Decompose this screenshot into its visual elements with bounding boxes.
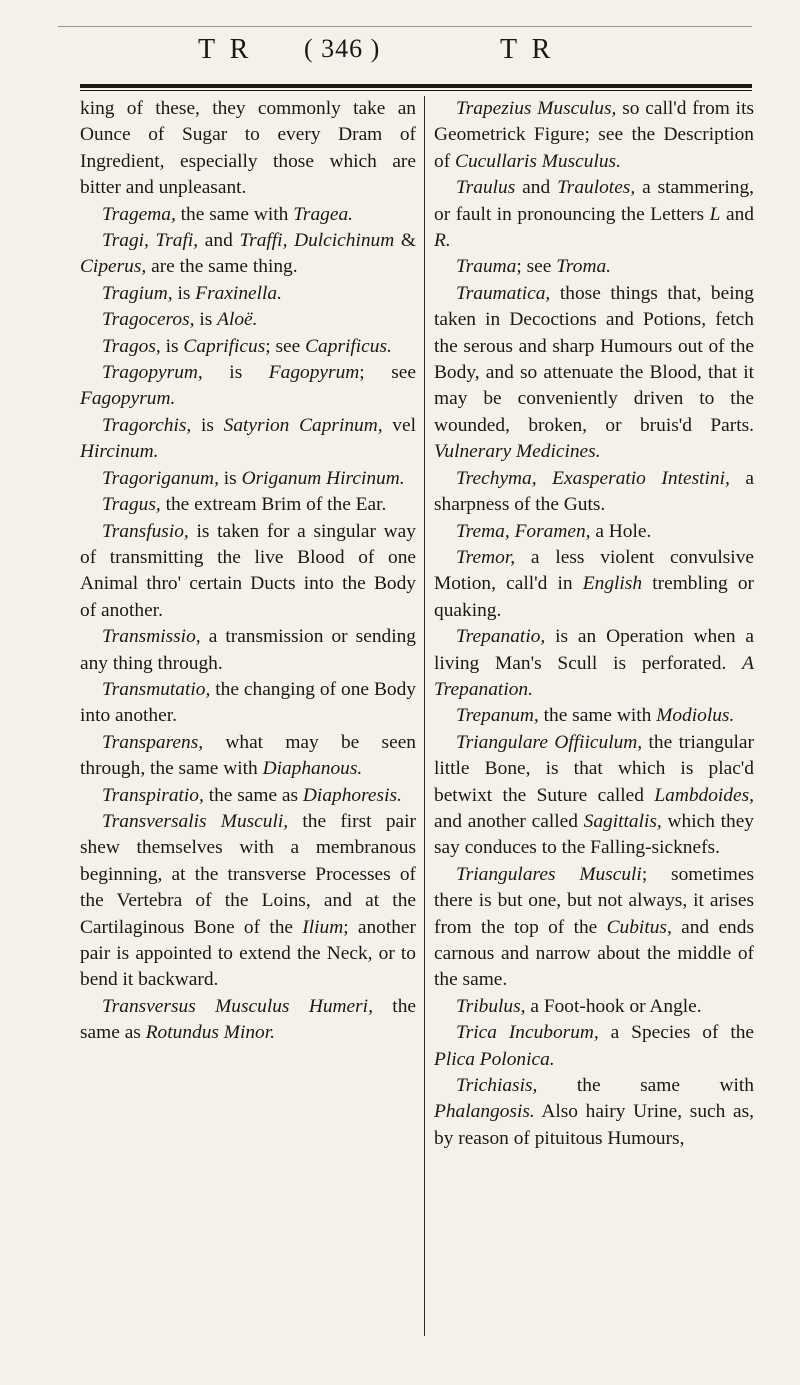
dictionary-entry: Transversus Musculus Humeri, the same as Rotundus Minor. — [80, 995, 416, 1044]
dictionary-entry: Transfusio, is taken for a singular way of transmitting the live Blood of one Animal thro' certain Ducts into the Body of another. — [80, 520, 416, 621]
header-rule-thin — [80, 90, 752, 91]
dictionary-entry: Triangulare Offiiculum, the triangular little Bone, is that which is plac'd betwixt the Suture called Lambdoides, and another called Sagittalis, which they say conduces to the Falling-sicknefs. — [434, 731, 755, 859]
header-left: T R — [198, 34, 253, 65]
dictionary-entry: Trauma; see Troma. — [456, 256, 611, 278]
dictionary-entry: Tragoriganum, is Origanum Hircinum. — [102, 467, 405, 489]
dictionary-entry: Tragoceros, is Aloë. — [102, 309, 258, 331]
page-number: ( 346 ) — [304, 34, 381, 63]
dictionary-entry: Trapezius Musculus, so call'd from its Geometrick Figure; see the Description of Cucullaris Musculus. — [434, 98, 755, 172]
dictionary-entry: Trica Incuborum, a Species of the Plica Polonica. — [434, 1022, 755, 1070]
dictionary-entry: Trema, Foramen, a Hole. — [456, 520, 652, 542]
header-right: T R — [500, 34, 555, 65]
dictionary-entry: Transparens, what may be seen through, the same with Diaphanous. — [80, 731, 416, 780]
dictionary-entry: Transpiratio, the same as Diaphoresis. — [102, 784, 402, 806]
dictionary-entry: Tragus, the extream Brim of the Ear. — [102, 494, 387, 516]
top-border — [58, 26, 752, 27]
dictionary-entry: Transversalis Musculi, the first pair shew themselves with a membranous beginning, at the transverse Processes of the Vertebra of the Loins, and at the Cartilaginous Bone of the Ilium; another pair is appointed to extend the Neck, or to bend it backward. — [80, 810, 416, 991]
dictionary-entry: Tragium, is Fraxinella. — [102, 282, 282, 304]
dictionary-entry: Trichiasis, the same with Phalangosis. Also hairy Urine, such as, by reason of pituitous Humours, — [434, 1075, 754, 1149]
dictionary-entry: Trechyma, Exasperatio Intestini, a sharpness of the Guts. — [434, 467, 754, 516]
running-header — [58, 34, 752, 82]
dictionary-entry: Transmutatio, the changing of one Body into another. — [80, 678, 416, 727]
column-divider — [424, 96, 425, 1336]
dictionary-entry: Trepanatio, is an Operation when a living Man's Scull is perforated. A Trepanation. — [434, 626, 754, 700]
dictionary-entry: Transmissio, a transmission or sending any thing through. — [80, 626, 416, 674]
dictionary-entry: Tragema, the same with Tragea. — [102, 203, 354, 225]
dictionary-entry: king of these, they commonly take an Ounce of Sugar to every Dram of Ingredient, especially those which are bitter and unpleasant. — [80, 98, 416, 199]
dictionary-entry: Tremor, a less violent convulsive Motion, call'd in English trembling or quaking. — [434, 546, 754, 621]
left-column — [80, 96, 416, 1047]
dictionary-entry: Triangulares Musculi; sometimes there is but one, but not always, it arises from the top of the Cubitus, and ends carnous and narrow about the middle of the same. — [434, 863, 754, 991]
dictionary-entry: Traumatica, those things that, being taken in Decoctions and Potions, fetch the serous and sharp Humours out of the Body, and so attenuate the Blood, that it may be conveniently driven to the wounded, broken, or bruis'd Parts. Vulnerary Medicines. — [434, 282, 754, 463]
dictionary-entry: Tragorchis, is Satyrion Caprinum, vel Hircinum. — [80, 414, 416, 463]
dictionary-entry: Traulus and Traulotes, a stammering, or fault in pronouncing the Letters L and R. — [434, 177, 754, 252]
header-rule — [80, 84, 752, 88]
dictionary-entry: Tragopyrum, is Fagopyrum; see Fagopyrum. — [80, 362, 416, 410]
right-column — [434, 96, 754, 1152]
dictionary-entry: Tragi, Trafi, and Traffi, Dulcichinum & Ciperus, are the same thing. — [80, 230, 416, 278]
dictionary-entry: Tribulus, a Foot-hook or Angle. — [456, 995, 702, 1017]
dictionary-entry: Trepanum, the same with Modiolus. — [456, 705, 735, 727]
dictionary-entry: Tragos, is Caprificus; see Caprificus. — [102, 335, 392, 357]
